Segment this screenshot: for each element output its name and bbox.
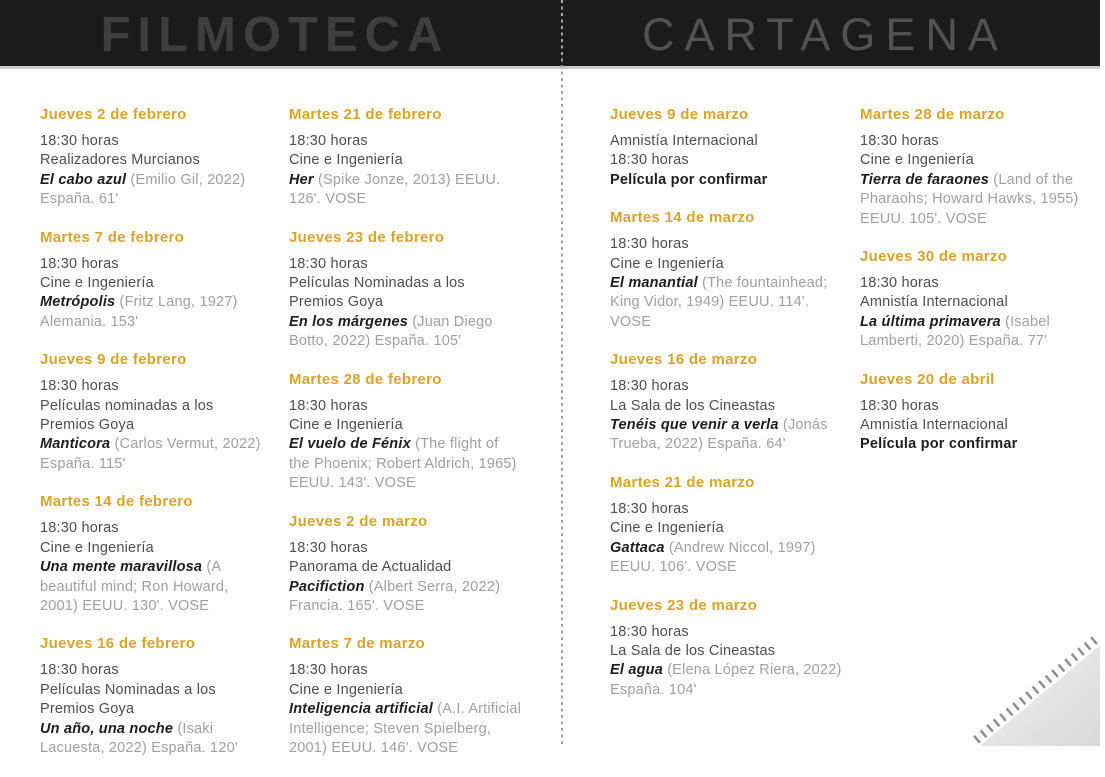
- entry-line: [610, 235, 855, 254]
- entry-text: Película por confirmar: [860, 436, 1018, 453]
- schedule-entry: [289, 229, 534, 352]
- schedule-entry: [289, 513, 534, 617]
- entry-text: La Sala de los Cineastas: [610, 642, 776, 659]
- entry-date: Martes 21 de febrero: [289, 106, 442, 123]
- entry-line: [289, 313, 534, 332]
- entry-date: Jueves 20 de abril: [860, 370, 995, 388]
- entry-line: [860, 171, 1105, 190]
- schedule-entry: [610, 474, 855, 578]
- entry-text: 18:30 horas: [289, 397, 368, 414]
- schedule-entry: [610, 106, 855, 190]
- film-title: El manantial: [610, 275, 698, 292]
- schedule-entry: [610, 209, 855, 332]
- entry-text: Cine e Ingeniería: [860, 152, 974, 169]
- entry-line: [40, 578, 285, 597]
- entry-line: [289, 397, 534, 416]
- schedule-column: [860, 106, 1105, 474]
- entry-text: Cine e Ingeniería: [40, 275, 154, 292]
- entry-text: 2001) EEUU. 146'. VOSE: [289, 739, 459, 756]
- entry-line: [860, 332, 1105, 351]
- entry-text: 18:30 horas: [610, 623, 689, 640]
- entry-line: [610, 642, 855, 661]
- schedule-entry: [40, 493, 285, 616]
- entry-line: [289, 416, 534, 435]
- entry-text: EEUU. 106'. VOSE: [610, 559, 737, 576]
- film-title: Inteligencia artificial: [289, 701, 434, 718]
- entry-date: Jueves 23 de febrero: [289, 228, 445, 246]
- entry-line: [40, 171, 285, 190]
- entry-line: [289, 700, 534, 719]
- entry-text: King Vidor, 1949) EEUU. 114'.: [610, 294, 810, 311]
- entry-text: 18:30 horas: [610, 500, 689, 517]
- schedule-entry: [860, 248, 1105, 352]
- entry-line: [610, 171, 855, 190]
- entry-text: Cine e Ingeniería: [40, 539, 154, 556]
- header-right-half: [550, 0, 1100, 66]
- entry-line: [289, 539, 534, 558]
- film-title: Pacifiction: [289, 578, 365, 595]
- entry-line: [860, 190, 1105, 209]
- film-title: El cabo azul: [40, 171, 127, 188]
- entry-line: [860, 416, 1105, 435]
- entry-date: Martes 14 de marzo: [610, 209, 755, 227]
- entry-line: [610, 623, 855, 642]
- entry-text: 18:30 horas: [40, 133, 119, 149]
- schedule-column: [610, 106, 855, 719]
- entry-line: [40, 190, 285, 209]
- schedule-column: [289, 106, 534, 777]
- entry-text: Amnistía Internacional: [860, 417, 1008, 434]
- entry-text: Botto, 2022) España. 105': [289, 333, 462, 350]
- header-left-half: [0, 0, 550, 66]
- entry-date: Jueves 16 de febrero: [40, 635, 196, 653]
- entry-date: Jueves 9 de febrero: [40, 351, 187, 369]
- schedule-entry: [610, 351, 855, 455]
- schedule-column: [40, 106, 285, 777]
- entry-date: Jueves 9 de marzo: [610, 106, 749, 123]
- entry-text: (Isaki: [173, 720, 214, 737]
- schedule-entry: [860, 371, 1105, 455]
- entry-line: [860, 274, 1105, 293]
- entry-text: 18:30 horas: [860, 275, 939, 292]
- entry-line: [860, 397, 1105, 416]
- entry-line: [289, 293, 534, 312]
- film-title: La última primavera: [860, 313, 1001, 330]
- entry-line: [860, 151, 1105, 170]
- entry-line: [289, 578, 534, 597]
- entry-text: Cine e Ingeniería: [610, 255, 724, 272]
- entry-line: [860, 293, 1105, 312]
- center-dotted-divider: [561, 0, 563, 746]
- entry-text: 18:30 horas: [289, 539, 368, 556]
- entry-text: 18:30 horas: [289, 255, 368, 272]
- entry-line: [40, 455, 285, 474]
- entry-text: Premios Goya: [289, 294, 384, 311]
- entry-text: (Emilio Gil, 2022): [126, 171, 246, 188]
- entry-text: Intelligence; Steven Spielberg,: [289, 720, 492, 737]
- entry-line: [289, 132, 534, 151]
- entry-line: [40, 293, 285, 312]
- entry-line: [289, 151, 534, 170]
- entry-text: 18:30 horas: [40, 378, 119, 395]
- entry-text: 18:30 horas: [610, 236, 689, 253]
- entry-text: 18:30 horas: [40, 255, 119, 272]
- entry-text: Premios Goya: [40, 701, 135, 718]
- entry-line: [289, 171, 534, 190]
- entry-text: (Carlos Vermut, 2022): [110, 436, 261, 453]
- entry-line: [610, 661, 855, 680]
- entry-text: (The flight of: [410, 436, 499, 453]
- entry-date: Jueves 16 de marzo: [610, 351, 758, 369]
- entry-line: [289, 255, 534, 274]
- entry-date: Jueves 30 de marzo: [860, 248, 1008, 266]
- entry-line: [289, 455, 534, 474]
- film-title: El agua: [610, 662, 663, 679]
- entry-line: [289, 681, 534, 700]
- film-title: Metrópolis: [40, 294, 116, 311]
- entry-text: Película por confirmar: [610, 171, 768, 188]
- entry-line: [40, 558, 285, 577]
- schedule-entry: [289, 371, 534, 494]
- entry-line: [610, 132, 855, 151]
- schedule-entry: [860, 106, 1105, 229]
- entry-line: [610, 151, 855, 170]
- entry-date: Jueves 2 de febrero: [40, 106, 187, 123]
- film-title: Manticora: [40, 436, 111, 453]
- entry-line: [40, 151, 285, 170]
- header-bar: [0, 0, 1100, 69]
- entry-text: Películas nominadas a los: [40, 397, 214, 414]
- entry-date: Martes 28 de marzo: [860, 106, 1005, 123]
- entry-line: [289, 661, 534, 680]
- film-title: Un año, una noche: [40, 720, 174, 737]
- entry-line: [40, 661, 285, 680]
- entry-text: Amnistía Internacional: [860, 294, 1008, 311]
- entry-line: [40, 700, 285, 719]
- film-title: Una mente maravillosa: [40, 559, 203, 576]
- entry-date: Martes 7 de febrero: [40, 228, 185, 246]
- schedule-entry: [289, 106, 534, 210]
- entry-date: Jueves 23 de marzo: [610, 596, 758, 614]
- entry-text: 18:30 horas: [40, 520, 119, 537]
- entry-text: Panorama de Actualidad: [289, 559, 452, 576]
- entry-text: 126'. VOSE: [289, 191, 367, 208]
- entry-line: [40, 681, 285, 700]
- entry-line: [610, 416, 855, 435]
- entry-text: Lacuesta, 2022) España. 120': [40, 739, 238, 756]
- entry-text: Cine e Ingeniería: [289, 152, 403, 169]
- schedule-entry: [40, 229, 285, 333]
- entry-line: [860, 210, 1105, 229]
- entry-line: [860, 132, 1105, 151]
- entry-line: [289, 739, 534, 758]
- entry-line: [610, 293, 855, 312]
- entry-text: Francia. 165'. VOSE: [289, 597, 425, 614]
- film-title: Tierra de faraones: [860, 171, 990, 188]
- entry-text: 18:30 horas: [860, 397, 939, 414]
- entry-line: [610, 500, 855, 519]
- entry-line: [289, 597, 534, 616]
- entry-text: España. 61': [40, 191, 119, 208]
- entry-line: [860, 435, 1105, 454]
- entry-text: 18:30 horas: [289, 662, 368, 679]
- entry-text: 18:30 horas: [40, 662, 119, 679]
- entry-date: Martes 21 de marzo: [610, 473, 755, 491]
- entry-line: [610, 255, 855, 274]
- entry-line: [40, 539, 285, 558]
- entry-line: [40, 519, 285, 538]
- entry-date: Martes 14 de febrero: [40, 493, 193, 511]
- entry-text: España. 104': [610, 681, 697, 698]
- entry-text: VOSE: [610, 313, 652, 330]
- entry-text: (Land of the: [989, 171, 1074, 188]
- entry-line: [40, 132, 285, 151]
- entry-line: [289, 474, 534, 493]
- entry-line: [610, 397, 855, 416]
- title-filmoteca: FILMOTECA: [100, 8, 450, 62]
- entry-text: (A.I. Artificial: [433, 701, 522, 718]
- entry-line: [40, 720, 285, 739]
- entry-line: [289, 274, 534, 293]
- entry-text: 18:30 horas: [610, 378, 689, 395]
- film-title: En los márgenes: [289, 313, 409, 330]
- entry-text: (A: [202, 559, 222, 576]
- entry-text: (Isabel: [1000, 313, 1050, 330]
- entry-text: (Jonás: [778, 417, 828, 434]
- schedule-entry: [610, 597, 855, 701]
- entry-date: Jueves 2 de marzo: [289, 512, 428, 530]
- entry-text: (Fritz Lang, 1927): [115, 294, 238, 311]
- entry-line: [289, 435, 534, 454]
- entry-line: [40, 274, 285, 293]
- film-title: Her: [289, 171, 314, 188]
- schedule-entry: [289, 635, 534, 758]
- entry-text: La Sala de los Cineastas: [610, 397, 776, 414]
- schedule-entry: [40, 635, 285, 758]
- entry-line: [610, 539, 855, 558]
- entry-text: (Albert Serra, 2022): [364, 578, 501, 595]
- entry-text: Amnistía Internacional: [610, 133, 758, 149]
- entry-line: [40, 739, 285, 758]
- film-title: Gattaca: [610, 539, 665, 556]
- entry-text: beautiful mind; Ron Howard,: [40, 578, 229, 595]
- entry-line: [610, 377, 855, 396]
- entry-text: EEUU. 105'. VOSE: [860, 210, 987, 227]
- entry-line: [289, 720, 534, 739]
- film-title: Tenéis que venir a verla: [610, 417, 779, 434]
- entry-line: [610, 519, 855, 538]
- entry-text: 2001) EEUU. 130'. VOSE: [40, 597, 210, 614]
- entry-text: (Elena López Riera, 2022): [662, 662, 842, 679]
- entry-line: [610, 274, 855, 293]
- entry-text: 18:30 horas: [860, 133, 939, 149]
- entry-text: Películas Nominadas a los: [40, 681, 216, 698]
- entry-line: [40, 435, 285, 454]
- entry-line: [40, 255, 285, 274]
- entry-text: EEUU. 143'. VOSE: [289, 475, 416, 492]
- entry-text: 18:30 horas: [289, 133, 368, 149]
- entry-text: Cine e Ingeniería: [289, 681, 403, 698]
- title-cartagena: CARTAGENA: [642, 9, 1008, 60]
- entry-text: Cine e Ingeniería: [610, 520, 724, 537]
- entry-text: 18:30 horas: [610, 152, 689, 169]
- entry-line: [40, 597, 285, 616]
- entry-text: España. 115': [40, 455, 126, 472]
- entry-text: Premios Goya: [40, 417, 135, 434]
- entry-line: [289, 558, 534, 577]
- schedule-entry: [40, 351, 285, 474]
- entry-date: Martes 7 de marzo: [289, 635, 425, 653]
- entry-text: (The fountainhead;: [697, 275, 828, 292]
- entry-text: (Juan Diego: [408, 313, 493, 330]
- entry-line: [289, 332, 534, 351]
- entry-text: Pharaohs; Howard Hawks, 1955): [860, 191, 1079, 208]
- hatched-triangle-decoration: [968, 634, 1100, 746]
- entry-line: [289, 190, 534, 209]
- entry-line: [610, 435, 855, 454]
- schedule-entry: [40, 106, 285, 210]
- entry-line: [40, 313, 285, 332]
- entry-line: [860, 313, 1105, 332]
- entry-text: the Phoenix; Robert Aldrich, 1965): [289, 455, 517, 472]
- entry-line: [610, 313, 855, 332]
- entry-line: [40, 397, 285, 416]
- entry-text: (Spike Jonze, 2013) EEUU.: [313, 171, 501, 188]
- entry-line: [40, 377, 285, 396]
- entry-text: Lamberti, 2020) España. 77': [860, 333, 1048, 350]
- entry-line: [610, 681, 855, 700]
- entry-text: (Andrew Niccol, 1997): [664, 539, 816, 556]
- entry-text: Cine e Ingeniería: [289, 417, 403, 434]
- entry-date: Martes 28 de febrero: [289, 370, 442, 388]
- entry-line: [40, 416, 285, 435]
- entry-text: Trueba, 2022) España. 64': [610, 436, 786, 453]
- entry-text: Alemania. 153': [40, 313, 139, 330]
- film-title: El vuelo de Fénix: [289, 436, 411, 453]
- entry-line: [610, 558, 855, 577]
- entry-text: Realizadores Murcianos: [40, 152, 200, 169]
- entry-text: Películas Nominadas a los: [289, 275, 465, 292]
